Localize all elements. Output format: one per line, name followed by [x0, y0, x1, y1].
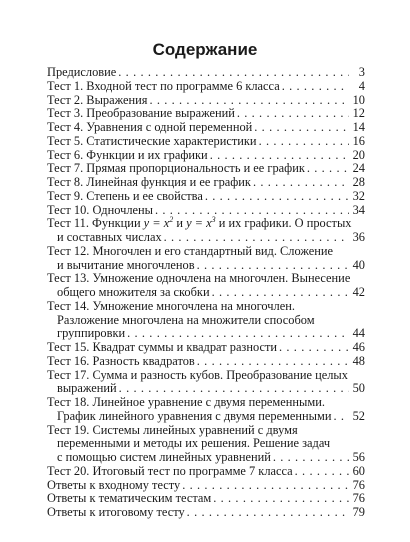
toc-leader-dots: [197, 259, 349, 273]
toc-leader-dots: [149, 94, 349, 108]
toc-entry-text: и вычитание многочленов: [57, 257, 195, 272]
toc-leader-dots: [212, 286, 349, 300]
toc-entry-test-14: [47, 300, 365, 341]
toc-leader-dots: [127, 327, 349, 341]
toc-line: [47, 451, 365, 465]
toc-entry-text: группировки: [57, 326, 126, 341]
toc-line: [47, 190, 365, 204]
toc-page-number: 40: [352, 257, 365, 272]
toc-entry-test-8: [47, 176, 365, 190]
toc-line: [47, 410, 365, 424]
toc-entry-test-20: [47, 465, 365, 479]
toc-page-number: 28: [352, 175, 365, 189]
toc-leader-dots: [197, 355, 349, 369]
toc-leader-dots: [119, 382, 349, 396]
toc-page-number: 60: [352, 463, 365, 478]
toc-entry-text: Тест 3. Преобразование выражений: [47, 106, 235, 121]
toc-page-number: 16: [352, 133, 365, 148]
toc-leader-dots: [155, 204, 349, 218]
toc-entry-test-12: [47, 245, 365, 273]
toc-line: [47, 479, 365, 493]
toc-line: [47, 176, 365, 190]
toc-entry-text: и составных числах: [57, 230, 162, 244]
toc-entry-preface: [47, 66, 365, 80]
toc-entry-answers-final: [47, 506, 365, 520]
toc-leader-dots: [279, 341, 349, 355]
toc-entry-text: Тест 5. Статистические характеристики: [47, 133, 257, 148]
toc-leader-dots: [210, 149, 349, 163]
toc-entry-test-19: [47, 424, 365, 465]
toc-leader-dots: [187, 506, 349, 520]
toc-page-number: 4: [358, 78, 365, 93]
toc-line: [47, 314, 365, 328]
toc-leader-dots: [213, 492, 349, 506]
toc-entry-text: Тест 19. Системы линейных уравнений с двумя: [47, 422, 298, 437]
toc-entry-text: Тест 17. Сумма и разность кубов. Преобразование целых: [47, 367, 348, 382]
toc-page-number: 42: [352, 285, 365, 299]
toc-line: [47, 259, 365, 273]
toc-entry-test-15: [47, 341, 365, 355]
toc-page-number: 79: [352, 505, 365, 519]
toc-line: [47, 80, 365, 94]
toc-entry-text: Тест 18. Линейное уравнение с двумя переменными.: [47, 395, 325, 409]
toc-entry-test-13: [47, 272, 365, 300]
toc-page-number: 12: [352, 106, 365, 121]
toc-page-number: 46: [352, 340, 365, 354]
toc-page-number: 3: [358, 65, 365, 79]
toc-page-number: 34: [352, 202, 365, 217]
toc-entry-text: Тест 8. Линейная функция и ее график: [47, 175, 251, 189]
toc-entry-answers-entry: [47, 479, 365, 493]
toc-line: [47, 217, 365, 231]
toc-entry-text: Разложение многочлена на множители способом: [57, 312, 315, 327]
toc-entry-test-4: [47, 121, 365, 135]
toc-leader-dots: [237, 107, 349, 121]
toc-page-number: 44: [352, 326, 365, 341]
toc-page-number: 36: [352, 230, 365, 244]
toc-line: [47, 245, 365, 259]
toc-line: [47, 107, 365, 121]
toc-page-number: 24: [352, 161, 365, 176]
toc-entry-text: Тест 10. Одночлены: [47, 202, 153, 217]
toc-page-number: 20: [352, 147, 365, 162]
toc-entry-text: Предисловие: [47, 65, 117, 79]
toc-page-number: 32: [352, 188, 365, 203]
toc-text-part: Тест 11. Функции: [47, 216, 144, 231]
toc-leader-dots: [205, 190, 349, 204]
toc-entry-text: выражений: [57, 381, 117, 396]
toc-text-part: и: [173, 216, 187, 231]
toc-page-number: 76: [352, 491, 365, 506]
toc-line: [47, 272, 365, 286]
toc-leader-dots: [182, 479, 349, 493]
toc-text-part: 2: [169, 215, 174, 225]
toc-page-number: 48: [352, 353, 365, 368]
toc-page-number: 10: [352, 92, 365, 107]
toc-line: [47, 327, 365, 341]
toc-entry-text: Тест 16. Разность квадратов: [47, 353, 195, 368]
toc-entry-test-18: [47, 396, 365, 424]
toc-line: [47, 66, 365, 80]
toc-line: [47, 286, 365, 300]
toc-entry-text: Тест 12. Многочлен и его стандартный вид. Сложение: [47, 243, 334, 258]
toc-entry-text: График линейного уравнения с двумя переменными: [57, 408, 332, 423]
toc-leader-dots: [118, 66, 349, 80]
toc-entry-text: Тест 4. Уравнения с одной переменной: [47, 120, 253, 134]
toc-entry-test-7: [47, 162, 365, 176]
toc-line: [47, 396, 365, 410]
toc-entry-text: Ответы к тематическим тестам: [47, 491, 212, 506]
toc-page-number: 56: [352, 450, 365, 464]
toc-entry-text: Тест 7. Прямая пропорциональность и ее график: [47, 161, 305, 176]
toc-leader-dots: [273, 451, 349, 465]
toc-line: [47, 465, 365, 479]
toc-line: [47, 369, 365, 383]
toc-entry-text: Тест 9. Степень и ее свойства: [47, 188, 203, 203]
toc-entry-test-6: [47, 149, 365, 163]
table-of-contents: [47, 66, 365, 520]
toc-line: [47, 382, 365, 396]
toc-entry-test-9: [47, 190, 365, 204]
toc-entry-text: Тест 2. Выражения: [47, 92, 148, 107]
toc-entry-text: общего множителя за скобки: [57, 285, 210, 299]
toc-entry-text: переменными и методы их решения. Решение задач: [57, 436, 331, 451]
toc-entry-text: Тест 14. Умножение многочлена на многочлен.: [47, 298, 295, 313]
toc-line: [47, 149, 365, 163]
toc-entry-text: Тест 20. Итоговый тест по программе 7 класса: [47, 463, 293, 478]
toc-leader-dots: [164, 231, 349, 245]
toc-text-part: y = x: [143, 216, 170, 231]
toc-entry-text: Ответы к итоговому тесту: [47, 505, 185, 519]
toc-entry-text: Ответы к входному тесту: [47, 477, 181, 492]
toc-line: [47, 300, 365, 314]
toc-page-number: 50: [352, 381, 365, 396]
toc-line: [47, 355, 365, 369]
page-title: Содержание: [152, 40, 258, 59]
toc-leader-dots: [282, 80, 349, 94]
toc-entry-text: Тест 13. Умножение одночлена на многочлен. Вынесение: [47, 271, 351, 286]
toc-line: [47, 492, 365, 506]
toc-entry-test-17: [47, 369, 365, 397]
toc-leader-dots: [259, 135, 349, 149]
toc-line: [47, 121, 365, 135]
toc-leader-dots: [254, 121, 349, 135]
toc-entry-test-2: [47, 94, 365, 108]
toc-entry-test-1: [47, 80, 365, 94]
toc-line: [47, 437, 365, 451]
toc-entry-text: с помощью систем линейных уравнений: [57, 450, 271, 464]
toc-entry-text: Тест 1. Входной тест по программе 6 класса: [47, 78, 280, 93]
toc-line: [47, 94, 365, 108]
toc-entry-answers-thematic: [47, 492, 365, 506]
toc-line: [47, 424, 365, 438]
toc-entry-test-5: [47, 135, 365, 149]
toc-leader-dots: [307, 162, 349, 176]
toc-entry-test-16: [47, 355, 365, 369]
toc-page-number: 76: [352, 477, 365, 492]
toc-line: [47, 162, 365, 176]
toc-line: [47, 341, 365, 355]
toc-text-part: и их графики. О простых: [215, 216, 352, 231]
toc-page-number: 14: [352, 120, 365, 134]
toc-text-part: y = x: [186, 216, 212, 231]
toc-line: [47, 506, 365, 520]
toc-entry-text: Тест 15. Квадрат суммы и квадрат разности: [47, 340, 278, 354]
toc-line: [47, 135, 365, 149]
toc-line: [47, 231, 365, 245]
toc-entry-test-11: [47, 217, 365, 245]
toc-entry-test-3: [47, 107, 365, 121]
toc-text-part: 3: [211, 215, 216, 225]
toc-entry-text: Тест 6. Функции и их графики: [47, 147, 208, 162]
toc-leader-dots: [295, 465, 349, 479]
toc-page-number: 52: [352, 408, 365, 423]
toc-leader-dots: [253, 176, 349, 190]
toc-leader-dots: [333, 410, 349, 424]
